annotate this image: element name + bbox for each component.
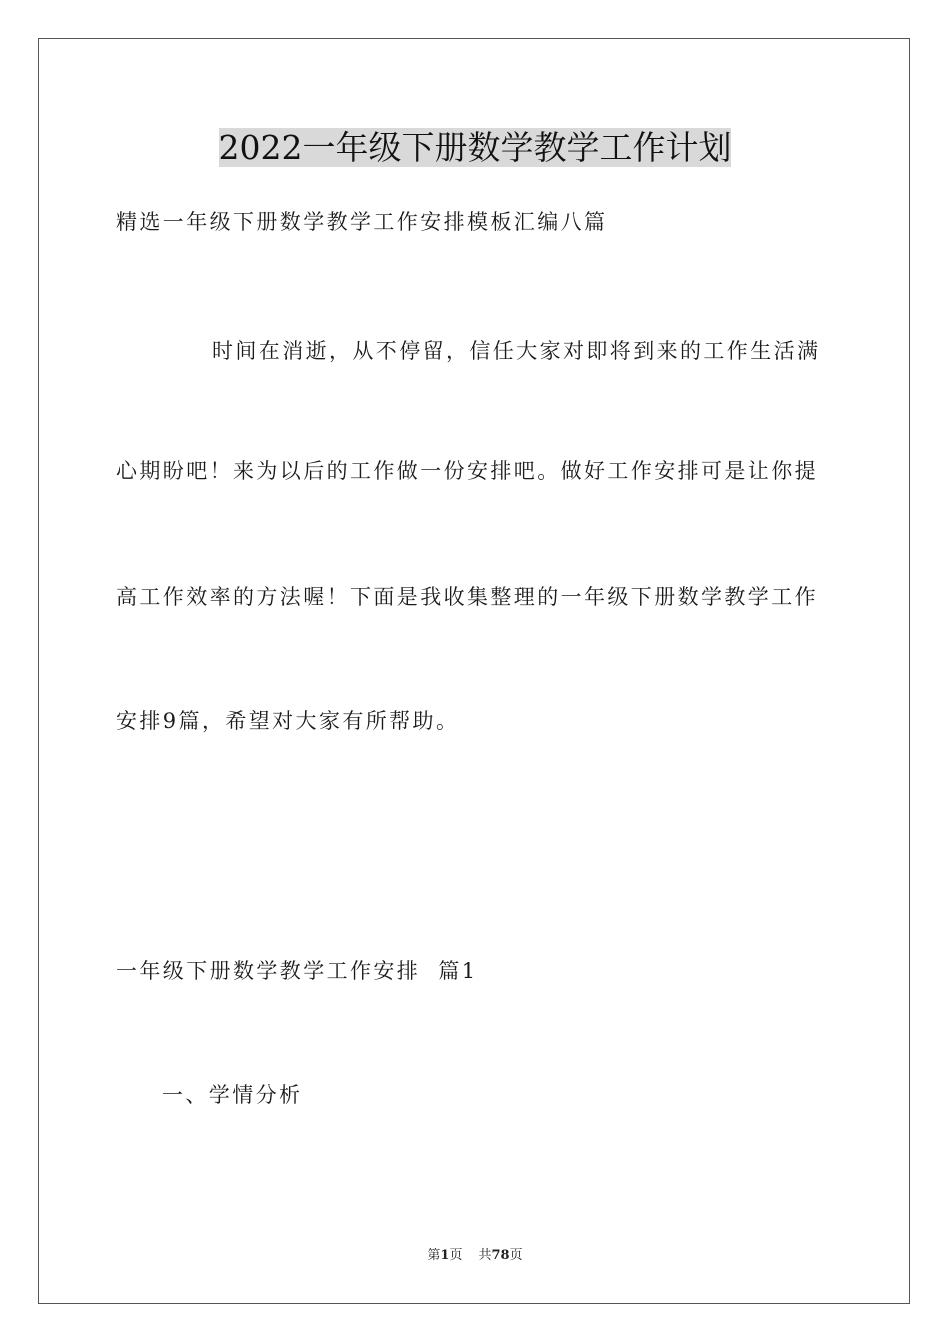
- title-wrap: [0, 124, 950, 172]
- intro-line-1: 时间在消逝，从不停留，信任大家对即将到来的工作生活满: [212, 339, 821, 363]
- intro-line-2: 心期盼吧！来为以后的工作做一份安排吧。做好工作安排可是让你提: [116, 459, 818, 483]
- intro-line-3: 高工作效率的方法喔！下面是我收集整理的一年级下册数学教学工作: [116, 585, 818, 609]
- subsection-heading: 一、学情分析: [162, 1083, 303, 1107]
- footer-page-suffix: 页: [449, 1248, 463, 1263]
- section-heading: 一年级下册数学教学工作安排 篇1: [116, 959, 478, 983]
- footer-total-pages: 78: [491, 1248, 510, 1263]
- footer-total-prefix: 共: [478, 1248, 492, 1263]
- intro-line-4: 安排9篇，希望对大家有所帮助。: [116, 709, 460, 733]
- document-subtitle: 精选一年级下册数学教学工作安排模板汇编八篇: [116, 210, 608, 234]
- document-title-text: 2022一年级下册数学教学工作计划: [218, 128, 732, 167]
- footer-page-prefix: 第: [427, 1248, 441, 1263]
- page-footer: [0, 1247, 950, 1265]
- document-title: [217, 124, 734, 172]
- footer-page-number: 1: [440, 1248, 450, 1263]
- footer-total-suffix: 页: [509, 1248, 523, 1263]
